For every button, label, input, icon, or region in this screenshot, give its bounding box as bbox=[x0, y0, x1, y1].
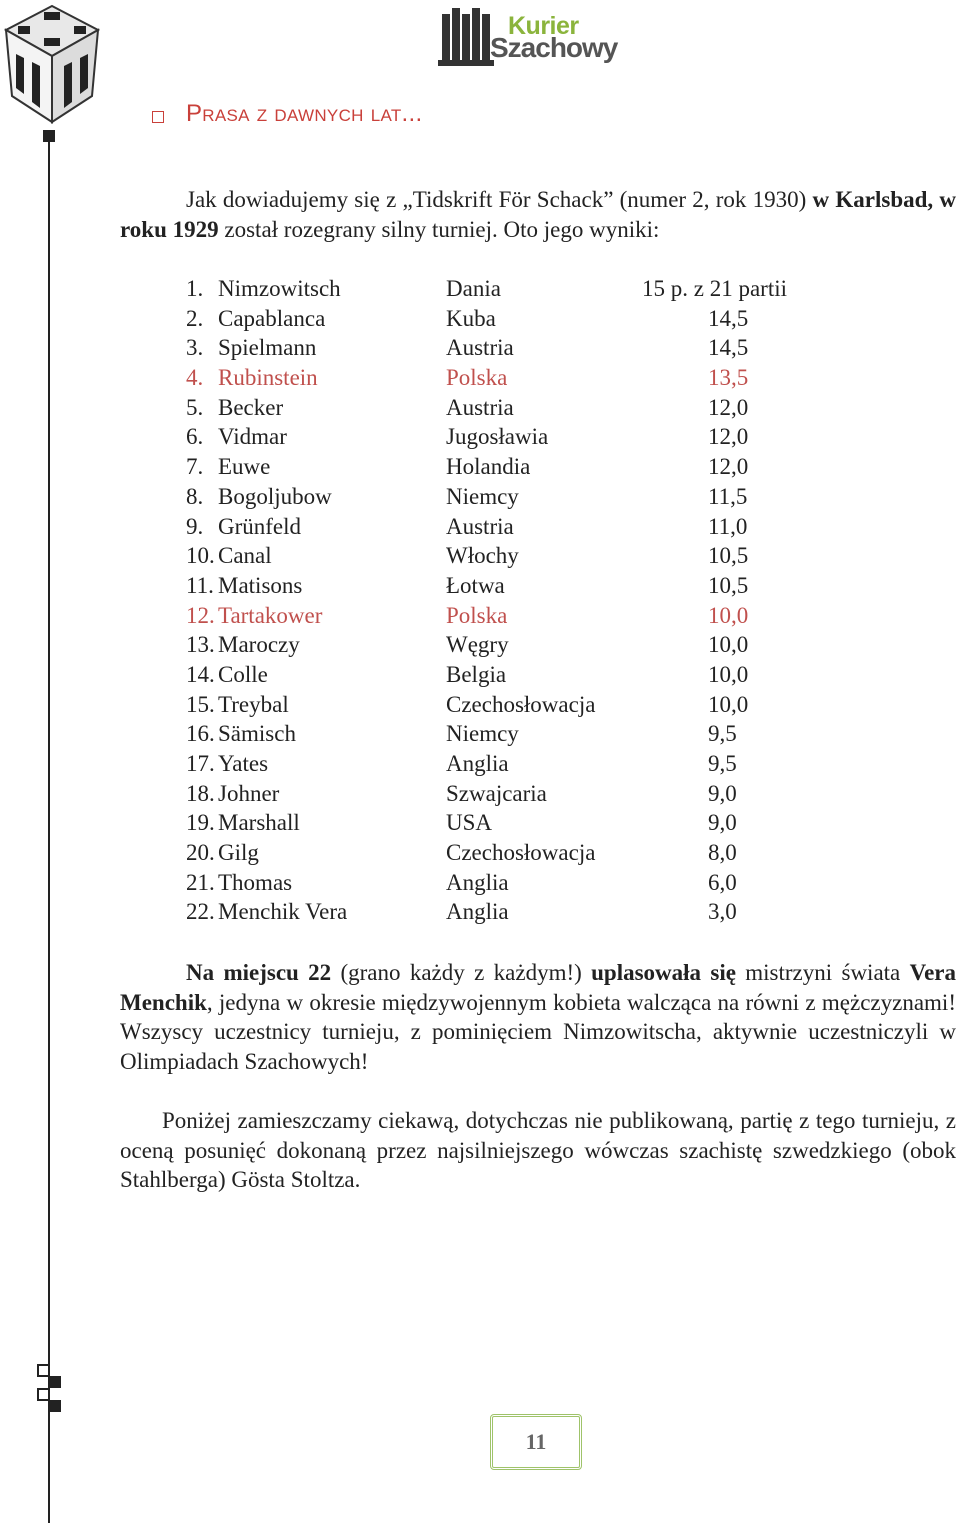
result-player: Capablanca bbox=[218, 305, 326, 331]
game-intro-paragraph: Poniżej zamieszczamy ciekawą, dotychczas nie publikowaną, partię z tego turnieju, z oceną posunięć dokonaną przez najsilniejszego wówczas szachistę szwedzkiego (obok Stahlberga) Gösta Stoltza. bbox=[120, 1108, 956, 1193]
result-player: Tartakower bbox=[218, 602, 323, 628]
result-score: 10,0 bbox=[708, 661, 749, 687]
result-score: 10,5 bbox=[708, 572, 749, 598]
result-country: Anglia bbox=[446, 899, 509, 925]
result-country: Czechosłowacja bbox=[446, 840, 596, 866]
menchik-paragraph bbox=[120, 958, 956, 1077]
result-country: Włochy bbox=[446, 543, 519, 569]
result-country: Anglia bbox=[446, 751, 509, 776]
result-country: Węgry bbox=[446, 632, 509, 658]
result-player: Rubinstein bbox=[218, 365, 318, 391]
result-score: 11,5 bbox=[708, 483, 748, 509]
intro-text: Jak dowiadujemy się z „Tidskrift För Schack” (numer 2, rok 1930) bbox=[186, 187, 813, 212]
result-player: Spielmann bbox=[218, 335, 317, 361]
result-player: Euwe bbox=[218, 454, 271, 480]
result-country: Polska bbox=[446, 365, 508, 391]
result-country: Holandia bbox=[446, 454, 531, 480]
para2-text-2: mistrzyni świata bbox=[735, 960, 910, 985]
result-country: Anglia bbox=[446, 869, 509, 895]
result-player: Nimzowitsch bbox=[218, 276, 341, 301]
result-score: 10,0 bbox=[708, 602, 749, 628]
result-player: Gilg bbox=[218, 840, 259, 866]
result-player: Bogoljubow bbox=[218, 483, 332, 509]
result-score: 9,0 bbox=[708, 780, 737, 806]
result-score: 12,0 bbox=[708, 454, 749, 480]
result-score: 6,0 bbox=[708, 869, 737, 895]
chess-tower-logo bbox=[4, 4, 100, 124]
result-player: Canal bbox=[218, 543, 272, 569]
result-score: 11,0 bbox=[708, 513, 748, 539]
result-country: Austria bbox=[446, 394, 514, 420]
section-heading bbox=[152, 100, 422, 128]
result-score: 13,5 bbox=[708, 365, 749, 391]
result-score: 12,0 bbox=[708, 394, 749, 420]
result-player: Thomas bbox=[218, 869, 293, 895]
result-rank: 15. bbox=[186, 691, 215, 717]
page-number: 11 bbox=[490, 1414, 582, 1470]
result-player: Yates bbox=[218, 751, 269, 776]
result-country: USA bbox=[446, 810, 493, 836]
result-player: Marshall bbox=[218, 810, 300, 836]
result-player: Menchik Vera bbox=[218, 899, 348, 925]
result-score: 12,0 bbox=[708, 424, 749, 450]
result-player: Matisons bbox=[218, 572, 303, 598]
result-player: Johner bbox=[218, 780, 280, 806]
result-player: Maroczy bbox=[218, 632, 300, 658]
result-rank: 6. bbox=[186, 424, 204, 450]
intro-bold-location: w Karlsbad, w roku 1929 bbox=[120, 187, 956, 242]
result-country: Niemcy bbox=[446, 483, 519, 509]
result-player: Vidmar bbox=[218, 424, 287, 450]
rail-square-icon bbox=[49, 1376, 61, 1388]
result-rank: 16. bbox=[186, 721, 215, 747]
result-score: 10,5 bbox=[708, 543, 749, 569]
left-rail bbox=[48, 136, 50, 1523]
result-rank: 1. bbox=[186, 276, 204, 301]
result-rank: 9. bbox=[186, 513, 204, 539]
result-rank: 12. bbox=[186, 602, 215, 628]
result-score: 14,5 bbox=[708, 305, 749, 331]
para2-text-3: , jedyna w okresie międzywojennym kobieta walcząca na równi z mężczyznami! Wszyscy uczestnicy turnieju, z pominięciem Nimzowitscha, aktywnie uczestniczyli w Olimpiadach Szachowych! bbox=[120, 989, 956, 1075]
result-rank: 4. bbox=[186, 365, 204, 391]
result-score: 9,5 bbox=[708, 751, 737, 776]
result-country: Szwajcaria bbox=[446, 780, 547, 806]
result-player: Sämisch bbox=[218, 721, 296, 747]
result-rank: 3. bbox=[186, 335, 204, 361]
result-country: Dania bbox=[446, 276, 501, 301]
result-rank: 10. bbox=[186, 543, 215, 569]
result-rank: 22. bbox=[186, 899, 215, 925]
result-country: Austria bbox=[446, 513, 514, 539]
result-rank: 17. bbox=[186, 751, 215, 776]
brand-line-2: Szachowy bbox=[490, 32, 618, 63]
result-score: 14,5 bbox=[708, 335, 749, 361]
para2-bold-3: Vera Menchik bbox=[120, 960, 957, 1015]
result-country: Belgia bbox=[446, 661, 507, 687]
rail-square-icon bbox=[49, 1400, 61, 1412]
intro-text-rest: został rozegrany silny turniej. Oto jego wyniki: bbox=[218, 216, 660, 242]
brand-line-1: Kurier bbox=[508, 12, 579, 40]
result-score: 9,5 bbox=[708, 721, 737, 747]
result-country: Polska bbox=[446, 602, 508, 628]
result-rank: 21. bbox=[186, 869, 215, 895]
result-rank: 19. bbox=[186, 810, 215, 836]
result-player: Becker bbox=[218, 394, 284, 420]
result-player: Treybal bbox=[218, 691, 289, 717]
para2-bold-2: uplasowała się bbox=[591, 960, 736, 985]
result-country: Łotwa bbox=[446, 572, 505, 598]
result-rank: 18. bbox=[186, 780, 215, 806]
result-country: Czechosłowacja bbox=[446, 691, 596, 717]
result-score: 3,0 bbox=[708, 899, 737, 925]
section-heading-text: Prasa z dawnych lat... bbox=[186, 100, 423, 127]
result-score: 9,0 bbox=[708, 810, 737, 836]
result-rank: 13. bbox=[186, 632, 215, 658]
rail-square-icon bbox=[43, 130, 55, 142]
result-rank: 20. bbox=[186, 840, 215, 866]
result-country: Jugosławia bbox=[446, 424, 549, 450]
result-rank: 14. bbox=[186, 661, 215, 687]
result-rank: 11. bbox=[186, 572, 214, 598]
para2-bold-1: Na miejscu 22 bbox=[186, 960, 332, 985]
intro-paragraph bbox=[120, 185, 956, 244]
result-score: 10,0 bbox=[708, 691, 749, 717]
result-score: 10,0 bbox=[708, 632, 749, 658]
result-country: Kuba bbox=[446, 305, 496, 331]
result-country: Austria bbox=[446, 335, 514, 361]
result-player: Colle bbox=[218, 661, 268, 687]
result-score: 8,0 bbox=[708, 840, 737, 866]
result-rank: 5. bbox=[186, 394, 204, 420]
result-player: Grünfeld bbox=[218, 513, 302, 539]
result-country: Niemcy bbox=[446, 721, 519, 747]
result-rank: 7. bbox=[186, 454, 204, 480]
result-rank: 8. bbox=[186, 483, 204, 509]
para2-text-1: (grano każdy z każdym!) bbox=[331, 960, 592, 985]
square-bullet-icon bbox=[152, 111, 164, 123]
result-rank: 2. bbox=[186, 305, 204, 331]
result-score: 15 p. z 21 partii bbox=[642, 276, 787, 301]
